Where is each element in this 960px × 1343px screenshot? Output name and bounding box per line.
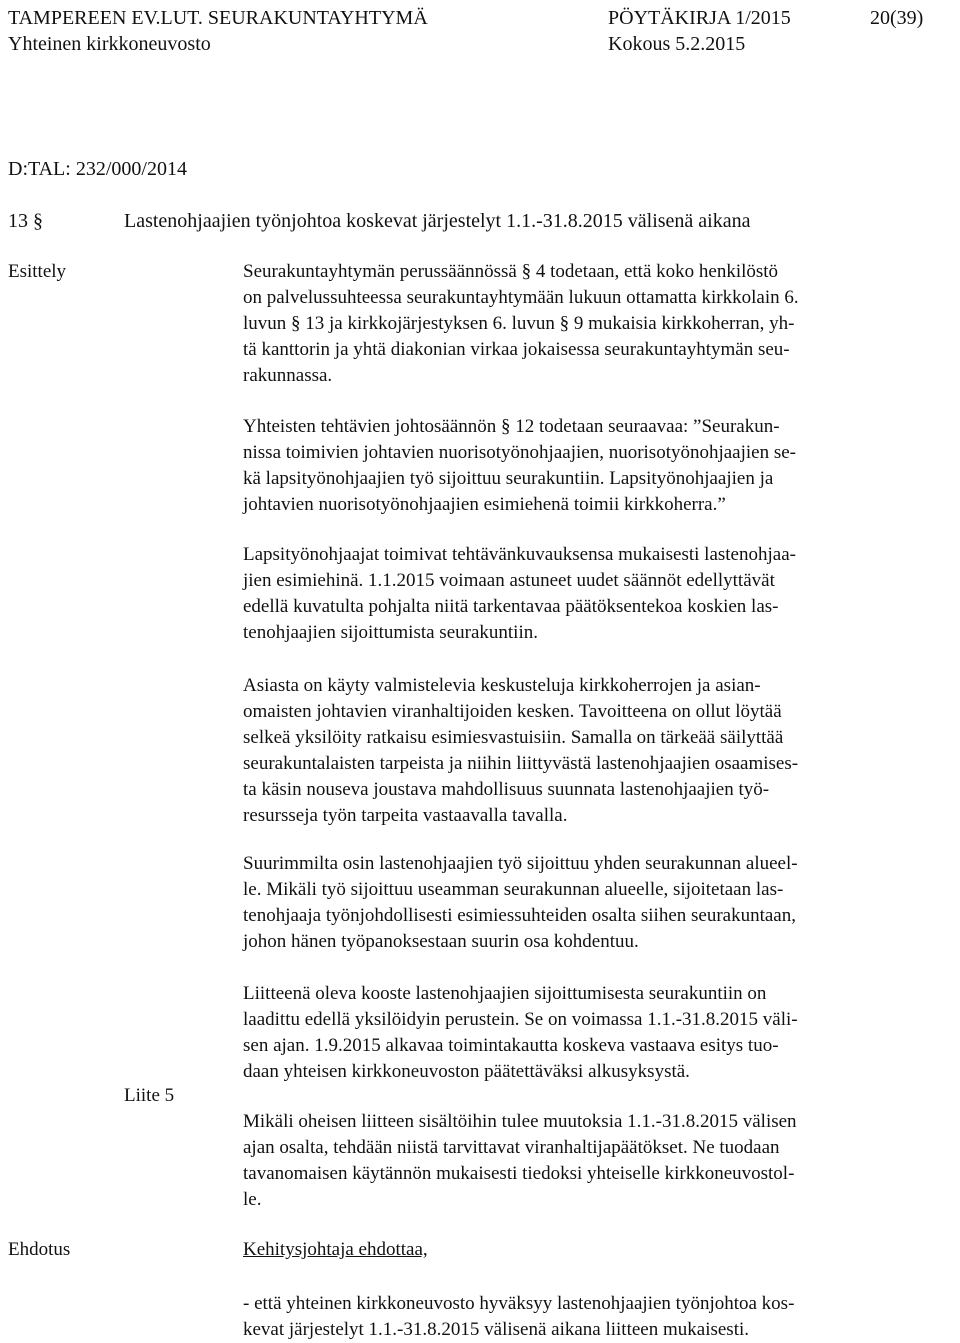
text-line: edellä kuvatulta pohjalta niitä tarkentavaa päätöksentekoa koskien las- — [243, 596, 779, 617]
governing-body: Yhteinen kirkkoneuvosto — [8, 33, 211, 55]
document-type: PÖYTÄKIRJA 1/2015 — [608, 7, 791, 29]
text-line: omaisten johtavien viranhaltijoiden kesken. Tavoitteena on ollut löytää — [243, 701, 782, 722]
paragraph-7 — [243, 1109, 893, 1213]
page-number: 20(39) — [870, 7, 924, 29]
text-line: johon hänen työpanoksestaan suurin osa kohdentuu. — [243, 931, 639, 952]
text-line: seurakuntalaisten tarpeista ja niihin liittyvästä lastenohjaajien osaamises- — [243, 753, 799, 774]
text-line: nissa toimivien johtavien nuorisotyönohjaajien, nuorisotyönohjaajien se- — [243, 442, 797, 463]
text-line: Mikäli oheisen liitteen sisältöihin tulee muutoksia 1.1.-31.8.2015 välisen — [243, 1111, 797, 1132]
text-line: Seurakuntayhtymän perussäännössä § 4 todetaan, että koko henkilöstö — [243, 261, 779, 282]
org-name: TAMPEREEN EV.LUT. SEURAKUNTAYHTYMÄ — [8, 7, 428, 29]
text-line: sen ajan. 1.9.2015 alkavaa toimintakautta koskeva vastaava esitys tuo- — [243, 1035, 779, 1056]
text-line: ajan osalta, tehdään niistä tarvittavat viranhaltijapäätökset. Ne tuodaan — [243, 1137, 780, 1158]
paragraph-5 — [243, 851, 893, 955]
text-line: on palvelussuhteessa seurakuntayhtymään lukuun ottamatta kirkkolain 6. — [243, 287, 799, 308]
text-line: Liitteenä oleva kooste lastenohjaajien sijoittumisesta seurakuntiin on — [243, 983, 767, 1004]
diary-number: D:TAL: 232/000/2014 — [8, 158, 187, 180]
text-line: johtavien nuorisotyönohjaajien esimiehenä toimii kirkkoherra.” — [243, 494, 726, 515]
text-line: rakunnassa. — [243, 365, 333, 386]
text-line: jien esimiehinä. 1.1.2015 voimaan astuneet uudet säännöt edellyttävät — [243, 570, 775, 591]
label-esittely: Esittely — [8, 261, 67, 282]
text-line: selkeä yksilöity ratkaisu esimiesvastuisiin. Samalla on tärkeää säilyttää — [243, 727, 784, 748]
text-line: daan yhteisen kirkkoneuvoston päätettäväksi alkusyksystä. — [243, 1061, 690, 1082]
proposer-line — [243, 1237, 893, 1263]
paragraph-4 — [243, 673, 893, 829]
proposer: Kehitysjohtaja ehdottaa, — [243, 1239, 428, 1260]
text-line: kä lapsityönohjaajien työ sijoittuu seurakuntiin. Lapsityönohjaajien ja — [243, 468, 774, 489]
paragraph-6 — [243, 981, 893, 1085]
text-line: - että yhteinen kirkkoneuvosto hyväksyy lastenohjaajien työnjohtoa kos- — [243, 1293, 795, 1314]
text-line: Asiasta on käyty valmistelevia keskusteluja kirkkoherrojen ja asian- — [243, 675, 761, 696]
text-line: tenohjaajien sijoittumista seurakuntiin. — [243, 622, 538, 643]
text-line: Lapsityönohjaajat toimivat tehtävänkuvauksensa mukaisesti lastenohjaa- — [243, 544, 796, 565]
text-line: Yhteisten tehtävien johtosäännön § 12 todetaan seuraavaa: ”Seurakun- — [243, 416, 780, 437]
section-number: 13 § — [8, 210, 43, 232]
text-line: laadittu edellä yksilöidyin perustein. Se on voimassa 1.1.-31.8.2015 väli- — [243, 1009, 798, 1030]
text-line: resursseja työn tarpeita vastaavalla tavalla. — [243, 805, 568, 826]
text-line: le. — [243, 1189, 262, 1210]
proposal-text — [243, 1291, 893, 1343]
label-ehdotus: Ehdotus — [8, 1239, 71, 1260]
text-line: tä kanttorin ja yhtä diakonian virkaa jokaisessa seurakuntayhtymän seu- — [243, 339, 790, 360]
text-line: Suurimmilta osin lastenohjaajien työ sijoittuu yhden seurakunnan alueel- — [243, 853, 798, 874]
paragraph-2 — [243, 414, 893, 518]
section-title: Lastenohjaajien työnjohtoa koskevat järjestelyt 1.1.-31.8.2015 välisenä aikana — [124, 210, 751, 232]
text-line: kevat järjestelyt 1.1.-31.8.2015 välisenä aikana liitteen mukaisesti. — [243, 1319, 749, 1340]
text-line: tavanomaisen käytännön mukaisesti tiedoksi yhteiselle kirkkoneuvostol- — [243, 1163, 795, 1184]
label-attachment: Liite 5 — [124, 1085, 175, 1106]
text-line: tenohjaaja työnjohdollisesti esimiessuhteiden osalta siihen seurakuntaan, — [243, 905, 796, 926]
text-line: luvun § 13 ja kirkkojärjestyksen 6. luvun § 9 mukaisia kirkkoherran, yh- — [243, 313, 795, 334]
meeting-date: Kokous 5.2.2015 — [608, 33, 746, 55]
paragraph-1 — [243, 259, 893, 389]
text-line: le. Mikäli työ sijoittuu useamman seurakunnan alueelle, sijoitetaan las- — [243, 879, 784, 900]
paragraph-3 — [243, 542, 893, 646]
text-line: ta käsin nouseva joustava mahdollisuus suunnata lastenohjaajien työ- — [243, 779, 770, 800]
